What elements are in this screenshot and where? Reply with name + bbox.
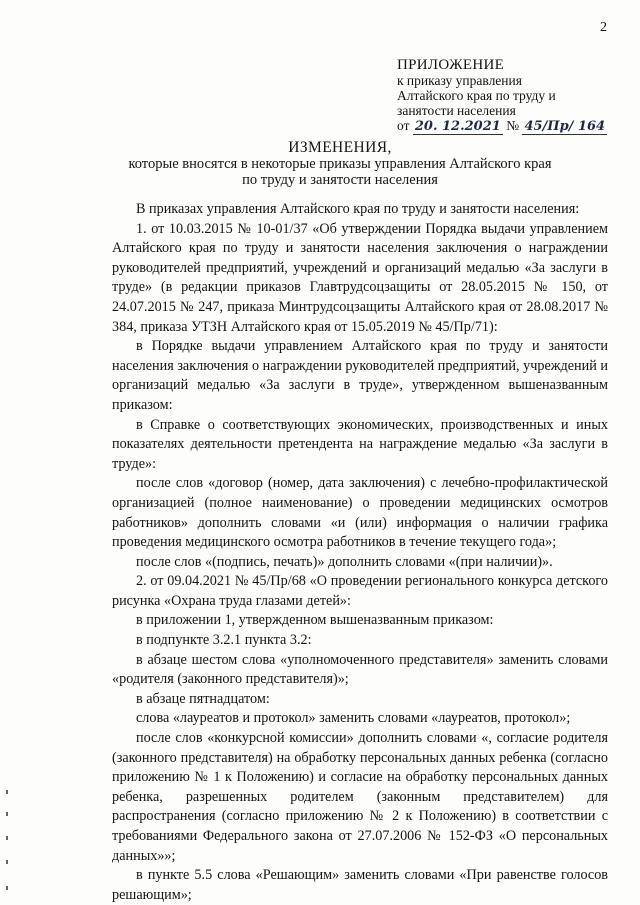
paragraph: после слов «конкурсной комиссии» дополнить словами «, согласие родителя (законного представителя) на обработку персональных данных ребенка (согласно приложению № 1 к Положению) и согласие на обработку персональных данных ребенка, разрешенных родителем (законным представителем) для распространения (согласно приложению № 2 к Положению) в соответствии с требованиями Федерального закона от 27.07.2006 № 152-ФЗ «О персональных данных»»;	[112, 730, 608, 864]
paragraph: в абзаце шестом слова «уполномоченного представителя» заменить словами «родителя (законного представителя)»;	[112, 651, 608, 688]
paragraph: в пункте 5.5 слова «Решающим» заменить словами «При равенстве голосов решающим»;	[112, 867, 608, 903]
appendix-block	[397, 58, 627, 134]
paragraph: после слов «(подпись, печать)» дополнить словами «(при наличии)».	[136, 553, 553, 570]
title-subline-1: которые вносятся в некоторые приказы управления Алтайского края	[128, 156, 552, 172]
document-body	[112, 200, 608, 905]
title-heading: ИЗМЕНЕНИЯ,	[288, 139, 392, 156]
document-title	[60, 140, 620, 188]
paragraph: после слов «договор (номер, дата заключения) с лечебно-профилактической организацией (полное наименование) о проведении медицинских осмотров работников» дополнить словами «и (или) информация о наличии графика проведения медицинского осмотра работников в течение текущего года»;	[112, 475, 608, 551]
paragraph: в Справке о соответствующих экономических, производственных и иных показателях деятельности претендента на награждение медалью «За заслуги в труде»:	[112, 416, 608, 472]
appendix-date-line	[397, 118, 627, 134]
paragraph: В приказах управления Алтайского края по труду и занятости населения:	[136, 201, 580, 217]
paragraph: в подпункте 3.2.1 пункта 3.2:	[136, 632, 312, 649]
paragraph: в приложении 1, утвержденном вышеназванным приказом:	[136, 612, 494, 629]
appendix-line-2: Алтайского края по труду и	[397, 88, 556, 103]
handwritten-number: 45/Пр/ 164	[524, 119, 606, 134]
handwritten-date: 20. 12.2021	[414, 119, 501, 134]
number-prefix: №	[506, 118, 520, 133]
page-number: 2	[600, 20, 607, 35]
paragraph: слова «лауреатов и протокол» заменить словами «лауреатов, протокол»;	[136, 710, 571, 727]
date-prefix: от	[397, 118, 410, 133]
paragraph: 2. от 09.04.2021 № 45/Пр/68 «О проведении регионального конкурса детского рисунка «Охрана труда глазами детей»:	[112, 573, 608, 609]
appendix-line-3: занятости населения	[397, 103, 516, 118]
paragraph: 1. от 10.03.2015 № 10-01/37 «Об утверждении Порядка выдачи управлением Алтайского края по труду и занятости населения заключения о награждении руководителей предприятий, учреждений и организаций медалью «За заслуги в труде» (в редакции приказов Главтрудсоцзащиты от 28.05.2015 № 150, от 24.07.2015 № 247, приказа Минтрудсоцзащиты Алтайского края от 28.08.2017 № 384, приказа УТЗН Алтайского края от 15.05.2019 № 45/Пр/71):	[112, 220, 608, 335]
appendix-line-1: к приказу управления	[397, 73, 522, 88]
paragraph: в абзаце пятнадцатом:	[136, 690, 270, 707]
title-subline-2: по труду и занятости населения	[242, 172, 438, 188]
paragraph: в Порядке выдачи управлением Алтайского края по труду и занятости населения заключения о награждении руководителей предприятий, учреждений и организаций медалью «За заслуги в труде», утвержденном вышеназванным приказом:	[112, 338, 608, 413]
appendix-heading: ПРИЛОЖЕНИЕ	[397, 57, 505, 73]
margin-marks	[6, 790, 10, 900]
